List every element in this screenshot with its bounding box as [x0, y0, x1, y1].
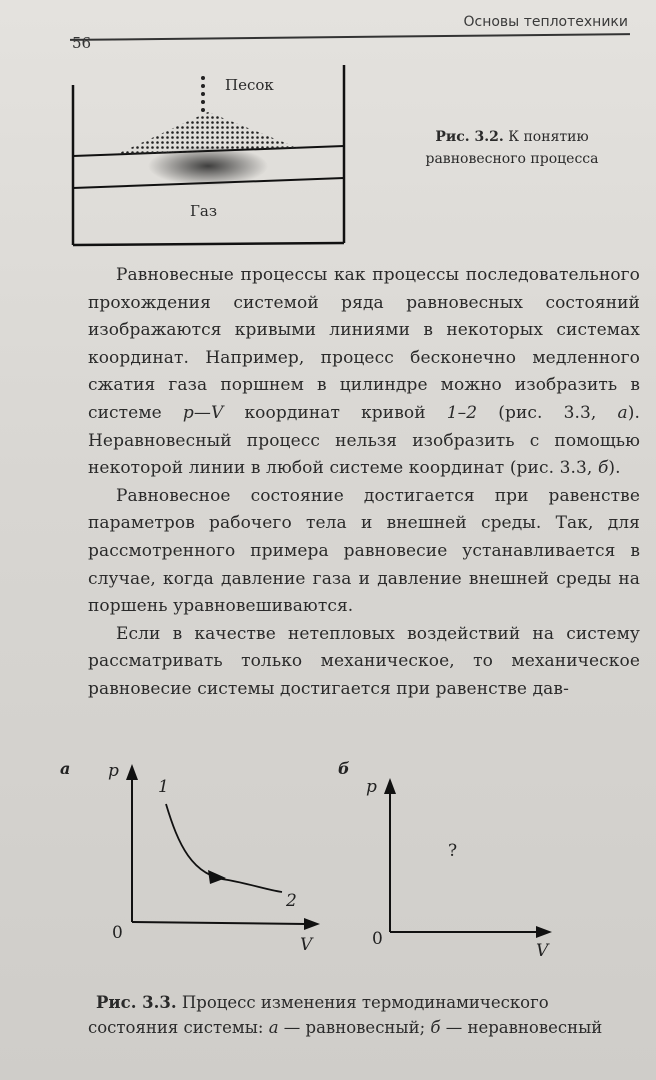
figure-3-3-caption-line-1: Рис. 3.3. Процесс изменения термодинамического	[96, 993, 549, 1012]
panel-a-label: а	[60, 759, 71, 778]
sand-grain	[201, 84, 205, 88]
figure-3-2	[60, 60, 360, 250]
panel-b-p-axis-label: p	[366, 777, 377, 797]
sand-grain	[201, 76, 205, 80]
cylinder-bottom	[73, 243, 344, 245]
panel-a-origin: 0	[112, 923, 123, 943]
figure-3-3-caption	[88, 990, 648, 1040]
panel-a-x-axis	[132, 922, 306, 924]
sand-label: Песок	[225, 76, 274, 94]
panel-b-label: б	[338, 759, 350, 778]
paragraph-3: Если в качестве нетепловых воздействий на систему рассматривать только механическое, то механическое равновесие системы достигается при равенстве дав-	[88, 623, 640, 699]
process-direction-arrow	[208, 870, 226, 884]
point-2-label: 2	[286, 891, 297, 911]
figure-3-3-caption-line-2: состояния системы: а — равновесный; б — неравновесный	[88, 1018, 603, 1037]
panel-a-x-arrow	[304, 918, 320, 930]
process-curve-1-2	[166, 804, 282, 892]
unknown-process-mark: ?	[448, 841, 458, 861]
sand-pile	[115, 112, 298, 155]
panel-b-x-arrow	[536, 926, 552, 938]
figure-3-2-caption-text-1: К понятию	[508, 129, 589, 145]
paragraph-2: Равновесное состояние достигается при равенстве параметров рабочего тела и внешней среды. Так, для рассмотренного примера равновесие устанавливается в случае, когда давление газа и давление внешней среды на поршень уравновешиваются.	[88, 485, 640, 617]
panel-b-y-arrow	[384, 778, 396, 794]
sand-grain	[201, 108, 205, 112]
paragraph-1: Равновесные процессы как процессы последовательного прохождения системой ряда равновесных состояний изображаются кривыми линиями в некоторых системах координат. Например, процесс бесконечно медленного сжатия газа поршнем в цилиндре можно изобразить в системе p—V координат кривой 1–2 (рис. 3.3, а). Неравновесный процесс нельзя изобразить с помощью некоторой линии в любой системе координат (рис. 3.3, б).	[88, 265, 641, 479]
figure-3-2-number: Рис. 3.2.	[435, 129, 504, 145]
panel-b-origin: 0	[372, 929, 383, 949]
body-text	[88, 262, 640, 704]
sand-grain	[201, 92, 205, 96]
panel-a-p-axis-label: p	[108, 761, 119, 781]
figure-3-2-caption-text-2: равновесного процесса	[425, 151, 599, 167]
point-1-label: 1	[158, 777, 169, 797]
figure-3-3-number: Рис. 3.3.	[96, 993, 177, 1012]
cylinder-diagram	[60, 60, 360, 250]
gas-label: Газ	[190, 202, 218, 220]
sand-grain	[201, 100, 205, 104]
header-rule	[70, 33, 630, 41]
panel-a-v-axis-label: V	[300, 935, 313, 955]
figure-3-3-graphs	[60, 752, 650, 972]
figure-3-3	[60, 752, 650, 972]
page-number: 56	[72, 34, 92, 52]
figure-3-2-caption	[392, 126, 632, 170]
panel-b-v-axis-label: V	[536, 941, 549, 961]
running-title: Основы теплотехники	[463, 14, 628, 30]
panel-a-y-arrow	[126, 764, 138, 780]
